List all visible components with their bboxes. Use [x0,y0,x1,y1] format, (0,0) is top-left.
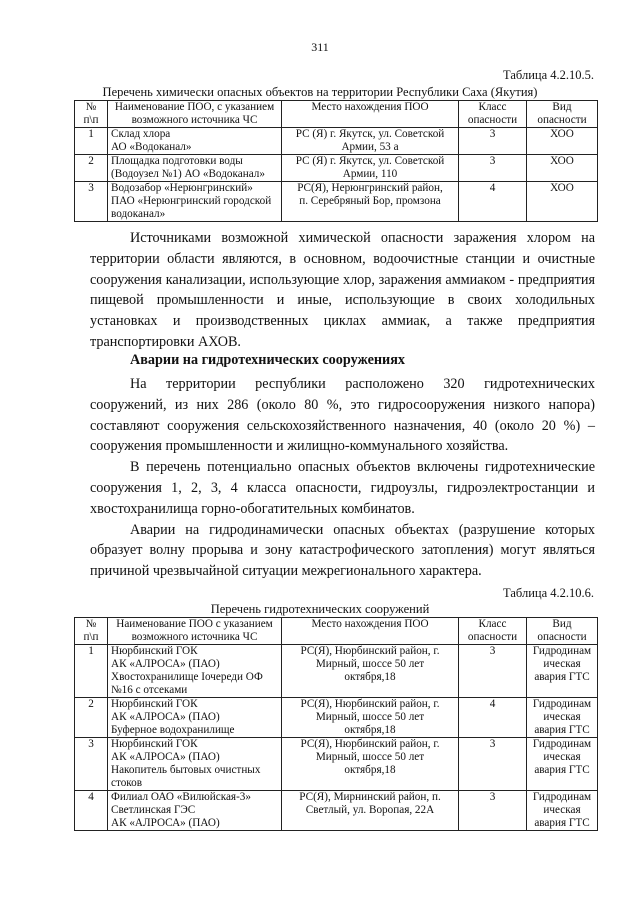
header-line: Место нахождения ПОО [311,618,429,630]
header-line: опасности [537,631,587,643]
cell-line: Светлый, ул. Воропая, 22А [305,804,435,816]
col-number-header [75,101,108,128]
header-line: возможного источника ЧС [131,631,258,643]
cell-place [282,155,459,182]
cell-place [282,182,459,222]
cell-type [527,128,598,155]
cell-line: Армии, 110 [342,168,398,180]
cell-name [108,128,282,155]
cell-line: Площадка подготовки воды [111,155,243,167]
table2-caption: Перечень гидротехнических сооружений [210,602,430,616]
cell-line: водоканал» [111,208,166,220]
col-class-header [459,101,527,128]
cell-line: РС (Я) г. Якутск, ул. Советской [295,128,445,140]
cell-line: РС(Я), Нерюнгринский район, [297,182,443,194]
cell-number: 3 [75,182,108,222]
table-row [75,698,598,738]
header-line: Наименование ПОО, с указанием [114,101,275,113]
cell-line: Мирный, шоссе 50 лет [315,711,425,723]
cell-class: 4 [459,182,527,222]
cell-line: (Водоузел №1) АО «Водоканал» [111,168,265,180]
col-place-header [282,101,459,128]
col-type-header [527,618,598,645]
col-number-header [75,618,108,645]
cell-line: авария ГТС [534,764,590,776]
header-line: п\п [83,114,99,126]
cell-number: 4 [75,791,108,831]
header-line: возможного источника ЧС [131,114,258,126]
cell-line: АО «Водоканал» [111,141,192,153]
col-place-header [282,618,459,645]
cell-line: авария ГТС [534,817,590,829]
cell-line: авария ГТС [534,671,590,683]
cell-line: Водозабор «Нерюнгринский» [111,182,253,194]
cell-line: ХОО [550,128,574,140]
cell-type [527,182,598,222]
header-line: опасности [537,114,587,126]
cell-type [527,645,598,698]
cell-line: стоков [111,777,143,789]
header-line: Вид [552,101,572,113]
cell-line: Гидродинам [532,738,592,750]
cell-place [282,738,459,791]
header-line: Класс [478,101,507,113]
cell-number: 1 [75,645,108,698]
cell-line: Нюрбинский ГОК [111,698,198,710]
table-row [75,738,598,791]
cell-line: РС(Я), Нюрбинский район, г. [300,698,440,710]
cell-line: Хвостохранилище Iочереди ОФ [111,671,263,683]
cell-line: ическая [543,804,581,816]
cell-line: Гидродинам [532,645,592,657]
cell-place [282,645,459,698]
cell-name [108,698,282,738]
cell-line: п. Серебряный Бор, промзона [299,195,441,207]
cell-line: РС(Я), Мирнинский район, п. [299,791,441,803]
paragraph-hydro-count: На территории республики расположено 320 гидротехнических сооружений, из них 286 (около 80 %, это гидросооружения низкого напора) составляют сооружения сельскохозяйственного назначения, 40 (около 20 %) – сооружения промышленности и жилищно-коммунального хозяйства. В перечень потенциально опасных объектов включены гидротехнические сооружения 1, 2, 3, 4 класса опасности, гидроузлы, гидроэлектростанции и хвостохранилища горно-обогатительных комбинатов. Аварии на гидродинамически опасных объектах (разрушение которых образует волну прорыва и зону катастрофического затопления) могут являться причиной чрезвычайной ситуации межрегионального характера. [90,376,595,580]
cell-class: 4 [459,698,527,738]
cell-number: 1 [75,128,108,155]
cell-class: 3 [459,155,527,182]
cell-name [108,155,282,182]
cell-name [108,645,282,698]
cell-number: 2 [75,155,108,182]
table-row [75,791,598,831]
cell-line: Буферное водохранилище [111,724,235,736]
cell-line: РС (Я) г. Якутск, ул. Советской [295,155,445,167]
cell-line: Армии, 53 а [341,141,399,153]
col-name-header [108,101,282,128]
cell-line: АК «АЛРОСА» (ПАО) [111,658,220,670]
header-line: № [85,618,97,630]
cell-line: Мирный, шоссе 50 лет [315,751,425,763]
table-row [75,182,598,222]
cell-line: октября,18 [344,671,396,683]
header-line: Наименование ПОО с указанием [116,618,273,630]
cell-line: Гидродинам [532,698,592,710]
cell-line: ПАО «Нерюнгринский городской [111,195,272,207]
cell-line: РС(Я), Нюрбинский район, г. [300,738,440,750]
paragraph-chemical-sources: Источниками возможной химической опасности заражения хлором на территории области являются, в основном, водоочистные станции и очистные сооружения канализации, использующие хлор, заражения аммиаком - предприятия пищевой промышленности и иные, использующие в своих холодильных установках и производственных циклах аммиак, а также предприятия транспортировки АХОВ. [90,230,595,350]
cell-type [527,155,598,182]
header-line: опасности [467,631,518,643]
cell-type [527,698,598,738]
hydrotechnical-structures-table [74,617,598,831]
cell-class: 3 [459,128,527,155]
header-line: п\п [83,631,99,643]
cell-line: №16 с отсеками [111,684,188,696]
cell-line: АК «АЛРОСА» (ПАО) [111,711,220,723]
cell-line: октября,18 [344,764,396,776]
cell-place [282,698,459,738]
cell-class: 3 [459,738,527,791]
header-line: Вид [552,618,572,630]
table1-label: Таблица 4.2.10.5. [503,68,594,82]
cell-line: АК «АЛРОСА» (ПАО) [111,817,220,829]
page-number: 311 [311,40,329,54]
cell-line: РС(Я), Нюрбинский район, г. [300,645,440,657]
header-line: № [85,101,97,113]
col-type-header [527,101,598,128]
cell-line: ическая [543,658,581,670]
cell-line: АК «АЛРОСА» (ПАО) [111,751,220,763]
header-line: Место нахождения ПОО [311,101,429,113]
table1-caption: Перечень химически опасных объектов на территории Республики Саха (Якутия) [102,85,538,99]
cell-line: ХОО [550,182,574,194]
cell-line: Склад хлора [111,128,171,140]
col-name-header [108,618,282,645]
hazardous-chemical-objects-table [74,100,598,222]
cell-type [527,738,598,791]
cell-line: ическая [543,751,581,763]
cell-number: 2 [75,698,108,738]
cell-line: Накопитель бытовых очистных [111,764,261,776]
cell-place [282,791,459,831]
cell-line: ХОО [550,155,574,167]
cell-type [527,791,598,831]
cell-line: Светлинская ГЭС [111,804,196,816]
table2-label: Таблица 4.2.10.6. [503,586,594,600]
cell-line: октября,18 [344,724,396,736]
cell-class: 3 [459,791,527,831]
cell-name [108,738,282,791]
col-class-header [459,618,527,645]
cell-name [108,791,282,831]
table-row [75,645,598,698]
section-heading-hydro: Аварии на гидротехнических сооружениях [130,352,405,368]
cell-number: 3 [75,738,108,791]
table-row [75,128,598,155]
cell-line: Нюрбинский ГОК [111,645,198,657]
header-line: опасности [467,114,518,126]
table-row [75,155,598,182]
cell-line: авария ГТС [534,724,590,736]
cell-line: Филиал ОАО «Вилюйская-3» [111,791,251,803]
cell-line: Мирный, шоссе 50 лет [315,658,425,670]
cell-line: Гидродинам [532,791,592,803]
cell-class: 3 [459,645,527,698]
cell-name [108,182,282,222]
cell-line: Нюрбинский ГОК [111,738,198,750]
cell-line: ическая [543,711,581,723]
header-line: Класс [478,618,507,630]
cell-place [282,128,459,155]
